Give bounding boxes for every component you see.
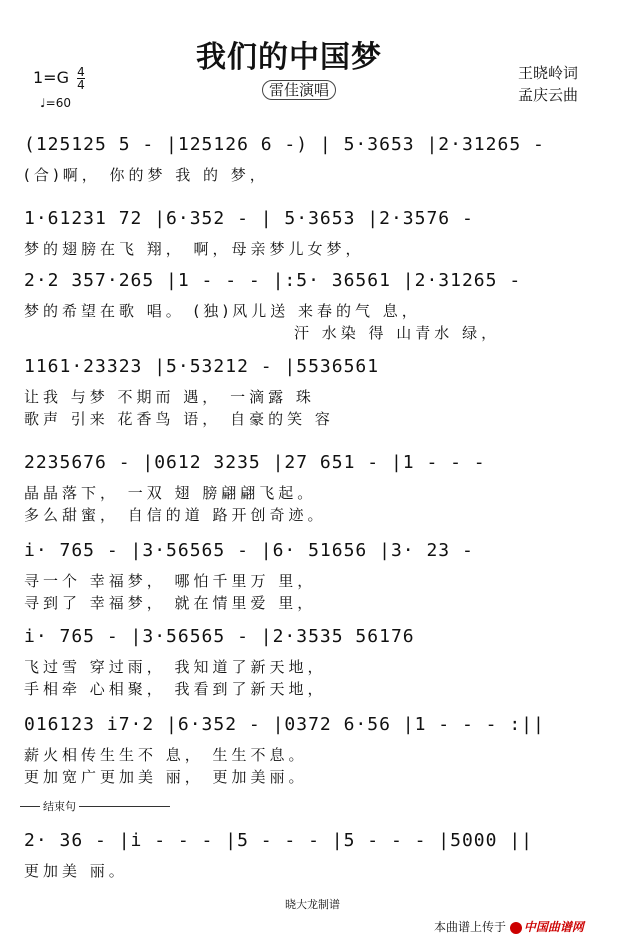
lyric-line-1: 梦的希望在歌 唱。 (独)风儿送 来春的气 息， (24, 302, 421, 320)
lyric-line-1: 晶晶落下， 一双 翅 膀翩翩飞起。 (24, 484, 317, 502)
notation-line: 016123 i7·2 |6·352 - |0372 6·56 |1 - - - :|| (24, 714, 545, 735)
notation-line: 2· 36 - |i - - - |5 - - - |5 - - - |5000 || (24, 830, 533, 851)
site-logo-icon (510, 922, 522, 934)
lyric-line-2: 寻到了 幸福梦， 就在情里爱 里， (24, 594, 317, 612)
time-signature (77, 66, 85, 91)
notation-line: 2235676 - |0612 3235 |27 651 - |1 - - - (24, 452, 486, 473)
lyricist-credit: 王晓岭词 (518, 64, 579, 82)
lyric-line-2: 多么甜蜜， 自信的道 路开创奇迹。 (24, 506, 327, 524)
source-note (434, 918, 584, 935)
lyric-line-2 (24, 322, 592, 343)
notation-line: i· 765 - |3·56565 - |2·3535 56176 (24, 626, 415, 647)
lyric-line-1: 寻一个 幸福梦， 哪怕千里万 里， (24, 572, 317, 590)
notation-line: 2·2 357·265 |1 - - - |:5· 36561 |2·31265 - (24, 270, 522, 291)
tempo-mark: ♩=60 (40, 96, 71, 110)
notation-line: (125125 5 - |125126 6 -) | 5·3653 |2·31265 - (24, 134, 545, 155)
arranger-credit: 晓大龙制谱 (285, 898, 340, 911)
coda-label: 结束句 (40, 798, 79, 814)
lyric-line-1: 薪火相传生生不 息， 生生不息。 (24, 746, 308, 764)
notation-line: 1·61231 72 |6·352 - | 5·3653 |2·3576 - (24, 208, 474, 229)
key-text: 1=G (33, 68, 69, 87)
lyric-line-1: 飞过雪 穿过雨， 我知道了新天地， (24, 658, 327, 676)
key-signature (33, 66, 85, 91)
composer-credit: 孟庆云曲 (518, 86, 579, 104)
time-bottom: 4 (77, 78, 85, 92)
lyric-line-2: 手相牵 心相聚， 我看到了新天地， (24, 680, 327, 698)
song-title: 我们的中国梦 (196, 40, 382, 75)
lyric-line-1: 让我 与梦 不期而 遇， 一滴露 珠 (24, 388, 315, 406)
lyric-line-2-text: 汗 水染 得 山青水 绿， (294, 324, 501, 342)
singer-label: 雷佳演唱 (262, 80, 336, 100)
lyric-line-2: 歌声 引来 花香鸟 语， 自豪的笑 容 (24, 410, 334, 428)
lyric-line-1: (合)啊， 你的梦 我 的 梦， (24, 166, 269, 184)
site-logo[interactable]: 中国曲谱网 (523, 920, 584, 934)
lyric-line-1: 梦的翅膀在飞 翔， 啊，母亲梦儿女梦， (24, 240, 365, 258)
notation-line: 1161·23323 |5·53212 - |5536561 (24, 356, 380, 377)
time-top: 4 (77, 65, 85, 79)
lyric-line-1: 更加美 丽。 (24, 862, 128, 880)
source-text: 本曲谱上传于 (434, 920, 507, 934)
lyric-line-2: 更加宽广更加美 丽， 更加美丽。 (24, 768, 308, 786)
notation-line: i· 765 - |3·56565 - |6· 51656 |3· 23 - (24, 540, 474, 561)
